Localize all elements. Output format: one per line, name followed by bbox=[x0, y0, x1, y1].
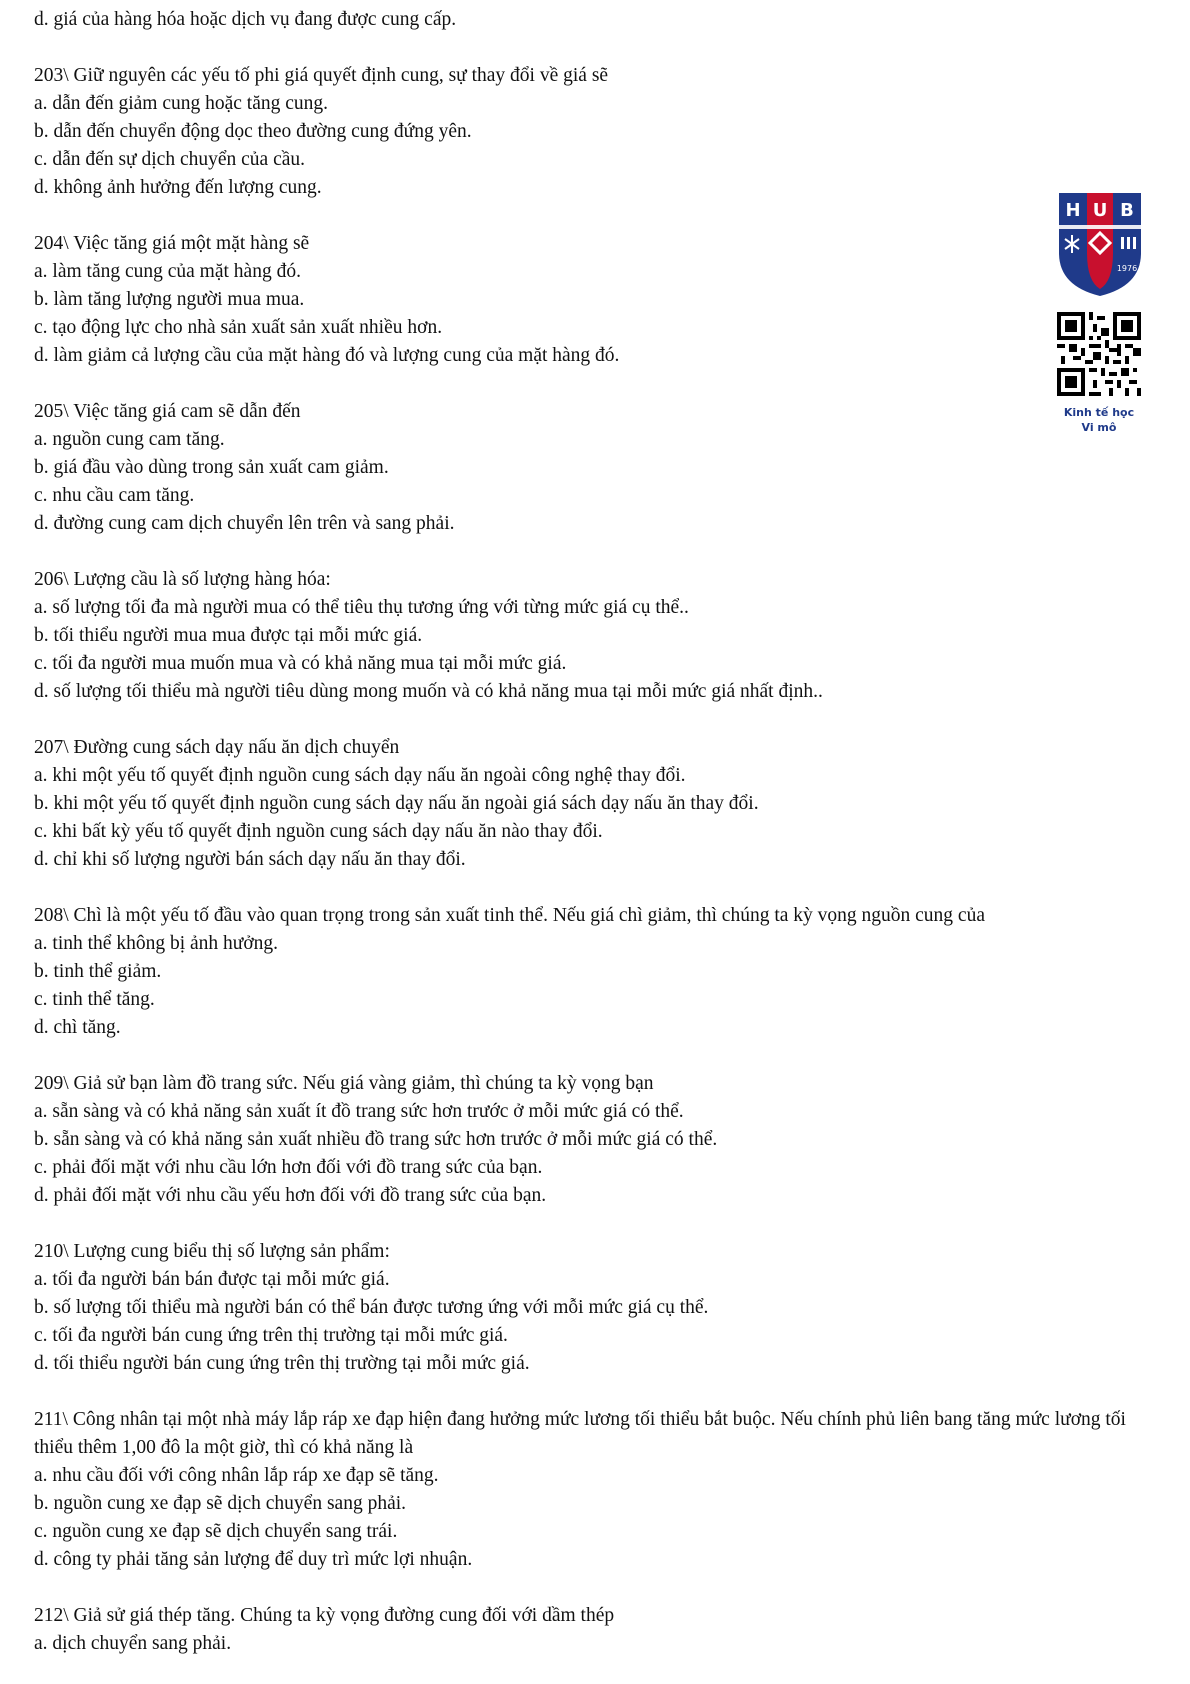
spacer bbox=[34, 706, 1169, 734]
logo-caption bbox=[1040, 405, 1158, 435]
option-b: b. giá đầu vào dùng trong sản xuất cam giảm. bbox=[34, 457, 389, 478]
option-a: a. sẵn sàng và có khả năng sản xuất ít đồ trang sức hơn trước ở mỗi mức giá có thể. bbox=[34, 1101, 684, 1122]
document-page bbox=[34, 6, 1169, 1658]
spacer bbox=[34, 1378, 1169, 1406]
question-title: 208\ Chì là một yếu tố đầu vào quan trọng trong sản xuất tinh thể. Nếu giá chì giảm, thì chúng ta kỳ vọng nguồn cung của bbox=[34, 905, 985, 926]
option-a: a. nhu cầu đối với công nhân lắp ráp xe đạp sẽ tăng. bbox=[34, 1465, 439, 1486]
question-list bbox=[34, 62, 1169, 1658]
option-a: a. dẫn đến giảm cung hoặc tăng cung. bbox=[34, 93, 329, 114]
option-b: b. làm tăng lượng người mua mua. bbox=[34, 289, 305, 310]
option-c: c. tối đa người mua muốn mua và có khả năng mua tại mỗi mức giá. bbox=[34, 653, 567, 674]
option-d: d. công ty phải tăng sản lượng để duy trì mức lợi nhuận. bbox=[34, 1549, 473, 1570]
option-a: a. tinh thể không bị ảnh hưởng. bbox=[34, 933, 279, 954]
spacer bbox=[34, 1042, 1169, 1070]
logo-caption-line2: Vi mô bbox=[1081, 421, 1117, 434]
option-a: a. làm tăng cung của mặt hàng đó. bbox=[34, 261, 301, 282]
question-title: 212\ Giả sử giá thép tăng. Chúng ta kỳ vọng đường cung đối với dầm thép bbox=[34, 1605, 615, 1626]
option-c: c. khi bất kỳ yếu tố quyết định nguồn cung sách dạy nấu ăn nào thay đổi. bbox=[34, 821, 603, 842]
option-b: b. tối thiểu người mua mua được tại mỗi mức giá. bbox=[34, 625, 423, 646]
question-title: 209\ Giả sử bạn làm đồ trang sức. Nếu giá vàng giảm, thì chúng ta kỳ vọng bạn bbox=[34, 1073, 654, 1094]
option-b: b. nguồn cung xe đạp sẽ dịch chuyển sang phải. bbox=[34, 1493, 407, 1514]
qr-code-icon bbox=[1057, 312, 1141, 396]
option-a: a. dịch chuyển sang phải. bbox=[34, 1633, 232, 1654]
spacer bbox=[34, 1210, 1169, 1238]
option-d: d. số lượng tối thiểu mà người tiêu dùng mong muốn và có khả năng mua tại mỗi mức giá nhất định.. bbox=[34, 681, 823, 702]
option-c: c. tạo động lực cho nhà sản xuất sản xuất nhiều hơn. bbox=[34, 317, 443, 338]
question-title: 204\ Việc tăng giá một mặt hàng sẽ bbox=[34, 233, 310, 254]
option-c: c. tinh thể tăng. bbox=[34, 989, 155, 1010]
option-d: d. tối thiểu người bán cung ứng trên thị trường tại mỗi mức giá. bbox=[34, 1353, 530, 1374]
question-203 bbox=[34, 62, 1169, 230]
question-205 bbox=[34, 398, 1169, 566]
option-c: c. nhu cầu cam tăng. bbox=[34, 485, 195, 506]
option-d: d. đường cung cam dịch chuyển lên trên và sang phải. bbox=[34, 513, 455, 534]
option-b: b. khi một yếu tố quyết định nguồn cung sách dạy nấu ăn ngoài giá sách dạy nấu ăn thay đổi. bbox=[34, 793, 759, 814]
option-a: a. tối đa người bán bán được tại mỗi mức giá. bbox=[34, 1269, 390, 1290]
option-d: d. không ảnh hưởng đến lượng cung. bbox=[34, 177, 322, 198]
option-d: d. phải đối mặt với nhu cầu yếu hơn đối với đồ trang sức của bạn. bbox=[34, 1185, 547, 1206]
question-title: 207\ Đường cung sách dạy nấu ăn dịch chuyển bbox=[34, 737, 400, 758]
option-c: c. dẫn đến sự dịch chuyển của cầu. bbox=[34, 149, 306, 170]
question-209 bbox=[34, 1070, 1169, 1238]
question-title: 211\ Công nhân tại một nhà máy lắp ráp xe đạp hiện đang hưởng mức lương tối thiểu bắt buộc. Nếu chính phủ liên bang tăng mức lương tối thiểu thêm 1,00 đô la một giờ, thì có khả năng là bbox=[34, 1409, 1126, 1458]
logo-year: 1976 bbox=[1116, 264, 1138, 273]
spacer bbox=[34, 1574, 1169, 1602]
option-d: d. chỉ khi số lượng người bán sách dạy nấu ăn thay đổi. bbox=[34, 849, 466, 870]
spacer bbox=[34, 34, 1169, 62]
spacer bbox=[34, 370, 1169, 398]
option-b: b. dẫn đến chuyển động dọc theo đường cung đứng yên. bbox=[34, 121, 472, 142]
option-b: b. sẵn sàng và có khả năng sản xuất nhiều đồ trang sức hơn trước ở mỗi mức giá có thể. bbox=[34, 1129, 718, 1150]
top-option-line: d. giá của hàng hóa hoặc dịch vụ đang được cung cấp. bbox=[34, 9, 457, 30]
option-a: a. số lượng tối đa mà người mua có thể tiêu thụ tương ứng với từng mức giá cụ thể.. bbox=[34, 597, 689, 618]
question-title: 206\ Lượng cầu là số lượng hàng hóa: bbox=[34, 569, 331, 590]
option-d: d. làm giảm cả lượng cầu của mặt hàng đó và lượng cung của mặt hàng đó. bbox=[34, 345, 620, 366]
hub-logo bbox=[1057, 191, 1143, 298]
spacer bbox=[34, 874, 1169, 902]
question-212 bbox=[34, 1602, 1169, 1658]
spacer bbox=[34, 202, 1169, 230]
logo-letter-b: B bbox=[1120, 200, 1134, 221]
question-206 bbox=[34, 566, 1169, 734]
logo-caption-line1: Kinh tế học bbox=[1063, 406, 1135, 419]
logo-letter-h: H bbox=[1065, 200, 1081, 221]
question-title: 210\ Lượng cung biểu thị số lượng sản phẩm: bbox=[34, 1241, 390, 1262]
question-208 bbox=[34, 902, 1169, 1070]
option-d: d. chì tăng. bbox=[34, 1017, 121, 1038]
option-b: b. số lượng tối thiểu mà người bán có thể bán được tương ứng với mỗi mức giá cụ thể. bbox=[34, 1297, 709, 1318]
option-b: b. tinh thể giảm. bbox=[34, 961, 162, 982]
spacer bbox=[34, 538, 1169, 566]
question-title: 205\ Việc tăng giá cam sẽ dẫn đến bbox=[34, 401, 301, 422]
question-204 bbox=[34, 230, 1169, 398]
question-211 bbox=[34, 1406, 1169, 1602]
option-a: a. nguồn cung cam tăng. bbox=[34, 429, 225, 450]
question-210 bbox=[34, 1238, 1169, 1406]
option-c: c. nguồn cung xe đạp sẽ dịch chuyển sang trái. bbox=[34, 1521, 398, 1542]
option-a: a. khi một yếu tố quyết định nguồn cung sách dạy nấu ăn ngoài công nghệ thay đổi. bbox=[34, 765, 686, 786]
option-c: c. phải đối mặt với nhu cầu lớn hơn đối với đồ trang sức của bạn. bbox=[34, 1157, 543, 1178]
question-title: 203\ Giữ nguyên các yếu tố phi giá quyết định cung, sự thay đổi về giá sẽ bbox=[34, 65, 609, 86]
logo-letter-u: U bbox=[1092, 200, 1108, 221]
option-c: c. tối đa người bán cung ứng trên thị trường tại mỗi mức giá. bbox=[34, 1325, 508, 1346]
question-207 bbox=[34, 734, 1169, 902]
